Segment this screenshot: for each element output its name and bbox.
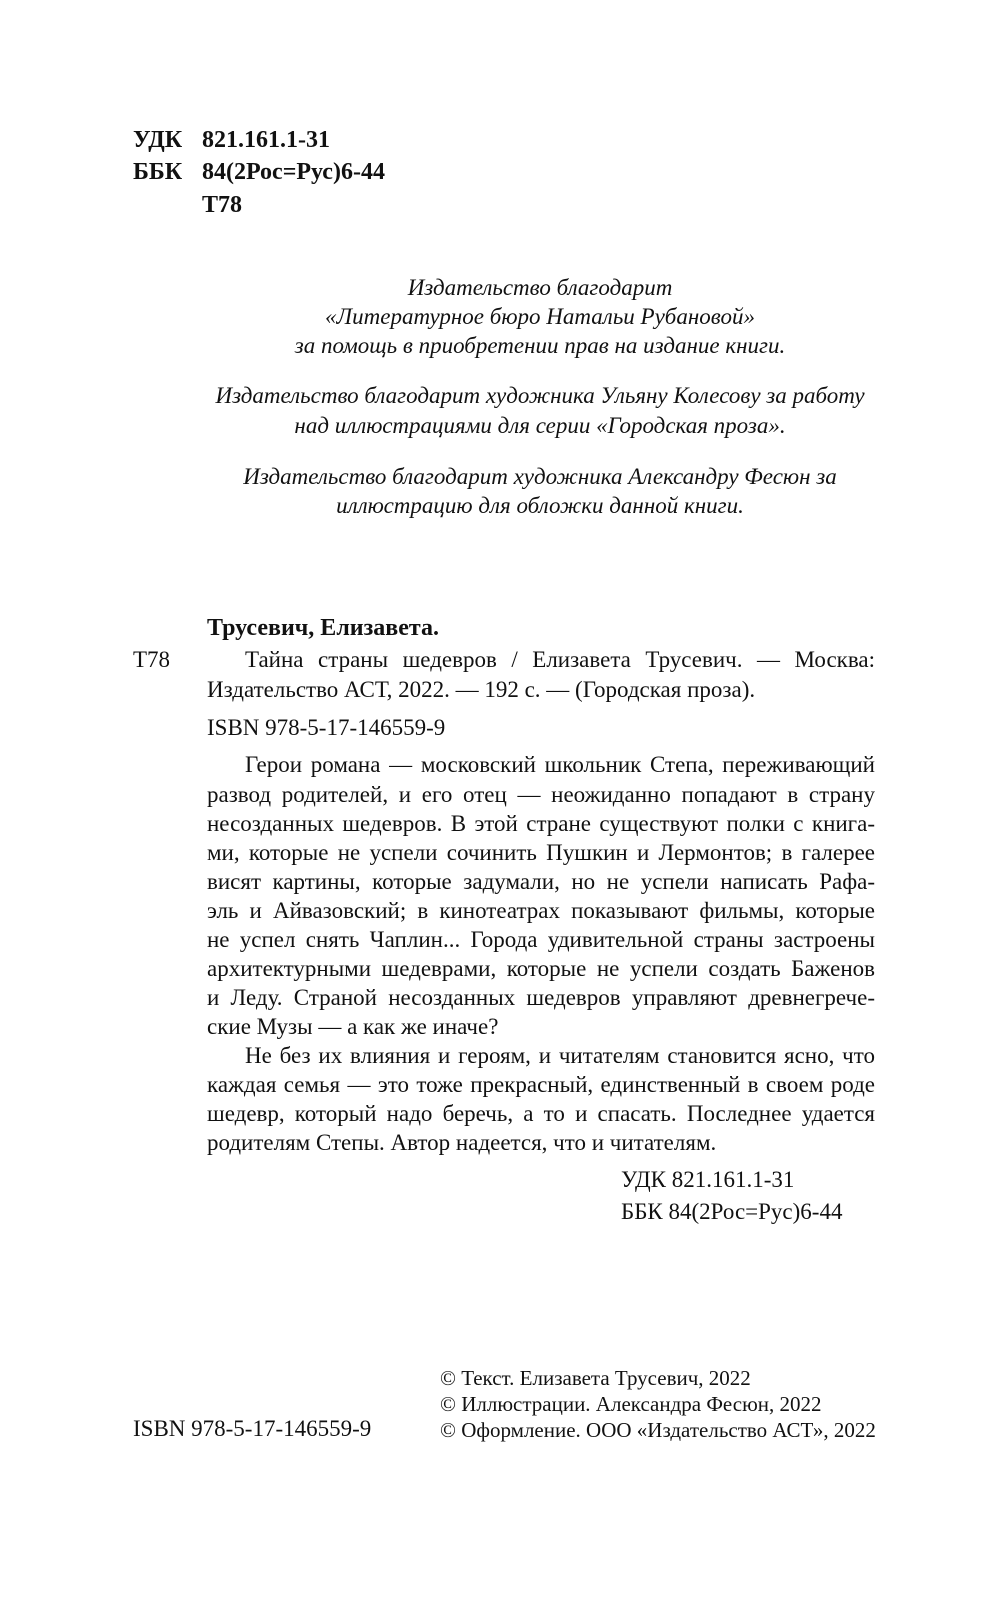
footer-isbn: ISBN 978-5-17-146559-9	[133, 1416, 372, 1441]
annotation-line: развод родителей, и его отец — неожиданно попадают в страну	[207, 782, 875, 807]
annotation-line: Герои романа — московский школьник Степа, переживающий	[245, 752, 875, 777]
bbk-label: ББК	[133, 159, 183, 185]
annotation-line: ские Музы — а как же иначе?	[207, 1014, 499, 1039]
annotation-line: архитектурными шедеврами, которые не успели создать Баженов	[207, 956, 875, 981]
record-line: Тайна страны шедевров / Елизавета Трусевич. — Москва:	[245, 647, 875, 672]
annotation-line: несозданных шедевров. В этой стране существуют полки с книга-	[207, 811, 875, 836]
copyright-line: © Оформление. ООО «Издательство АСТ», 2022	[440, 1418, 876, 1442]
udk-code-bottom: УДК 821.161.1-31	[621, 1167, 795, 1192]
ack-line: Издательство благодарит	[407, 275, 673, 300]
annotation-line: Не без их влияния и героям, и читателям становится ясно, что	[245, 1043, 875, 1068]
record-line: Издательство АСТ, 2022. — 192 с. — (Городская проза).	[207, 677, 756, 702]
author-mark: Т78	[202, 192, 243, 218]
bbk-code: 84(2Рос=Рус)6-44	[202, 159, 385, 185]
annotation-line: каждая семья — это тоже прекрасный, единственный в своем роде	[207, 1072, 875, 1097]
ack-line: за помощь в приобретении прав на издание книги.	[294, 333, 786, 358]
bbk-code-bottom: ББК 84(2Рос=Рус)6-44	[621, 1199, 843, 1224]
annotation-line: ми, которые не успели сочинить Пушкин и Лермонтов; в галерее	[207, 840, 875, 865]
annotation-line: и Леду. Страной несозданных шедевров управляют древнегрече-	[207, 985, 875, 1010]
udk-code: 821.161.1-31	[202, 127, 330, 153]
annotation-line: шедевр, который надо беречь, а то и спасать. Последнее удается	[207, 1101, 875, 1126]
ack-line: Издательство благодарит художника Александру Фесюн за	[243, 464, 837, 489]
record-heading: Трусевич, Елизавета.	[207, 615, 439, 641]
annotation-line: не успел снять Чаплин... Города удивительной страны застроены	[207, 927, 875, 952]
annotation-line: родителям Степы. Автор надеется, что и читателям.	[207, 1130, 717, 1155]
ack-line: над иллюстрациями для серии «Городская проза».	[294, 413, 786, 438]
ack-line: «Литературное бюро Натальи Рубановой»	[325, 304, 755, 329]
ack-line: иллюстрацию для обложки данной книги.	[336, 493, 744, 518]
copyright-line: © Текст. Елизавета Трусевич, 2022	[440, 1366, 751, 1390]
annotation-line: эль и Айвазовский; в кинотеатрах показывают фильмы, которые	[207, 898, 875, 923]
annotation-line: висят картины, которые задумали, но не успели написать Рафа-	[207, 869, 875, 894]
record-isbn: ISBN 978-5-17-146559-9	[207, 715, 446, 740]
record-mark: Т78	[133, 647, 171, 672]
ack-line: Издательство благодарит художника Ульяну Колесову за работу	[215, 383, 865, 408]
udk-label: УДК	[133, 127, 183, 153]
copyright-line: © Иллюстрации. Александра Фесюн, 2022	[440, 1392, 822, 1416]
